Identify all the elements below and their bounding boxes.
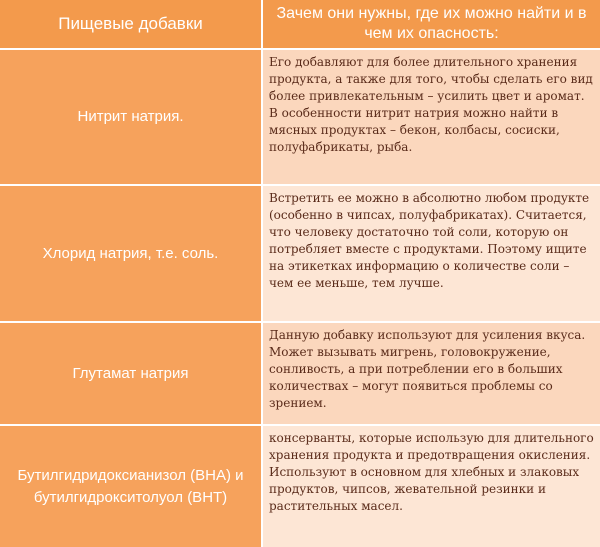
header-purpose: Зачем они нужны, где их можно найти и в чем их опасность: [263,0,600,50]
additive-name-bha-bht: Бутилгидридоксианизол (BHA) и бутилгидрокситолуол (BHT) [0,426,263,547]
additive-name-sodium-chloride: Хлорид натрия, т.е. соль. [0,186,263,323]
additive-description-sodium-chloride: Встретить ее можно в абсолютно любом продукте (особенно в чипсах, полуфабрикатах). Считается, что человеку достаточно той соли, которую он потребляет вместе с продуктами. Поэтому ищите на этикетках информацию о количестве соли – чем ее меньше, тем лучше. [263,186,600,323]
additive-description-sodium-glutamate: Данную добавку используют для усиления вкуса. Может вызывать мигрень, головокружение, сонливость, а при потреблении его в больших количествах – могут появиться проблемы со зрением. [263,323,600,426]
additive-description-bha-bht: консерванты, которые использую для длительного хранения продукта и предотвращения окисления. Используют в основном для хлебных и злаковых продуктов, чипсов, жевательной резинки и растительных масел. [263,426,600,547]
additive-description-sodium-nitrite: Его добавляют для более длительного хранения продукта, а также для того, чтобы сделать его вид более привлекательным – усилить цвет и аромат. В особенности нитрит натрия можно найти в мясных продуктах – бекон, колбасы, сосиски, полуфабрикаты, рыба. [263,50,600,186]
header-additives: Пищевые добавки [0,0,263,50]
additive-name-sodium-nitrite: Нитрит натрия. [0,50,263,186]
additive-name-sodium-glutamate: Глутамат натрия [0,323,263,426]
